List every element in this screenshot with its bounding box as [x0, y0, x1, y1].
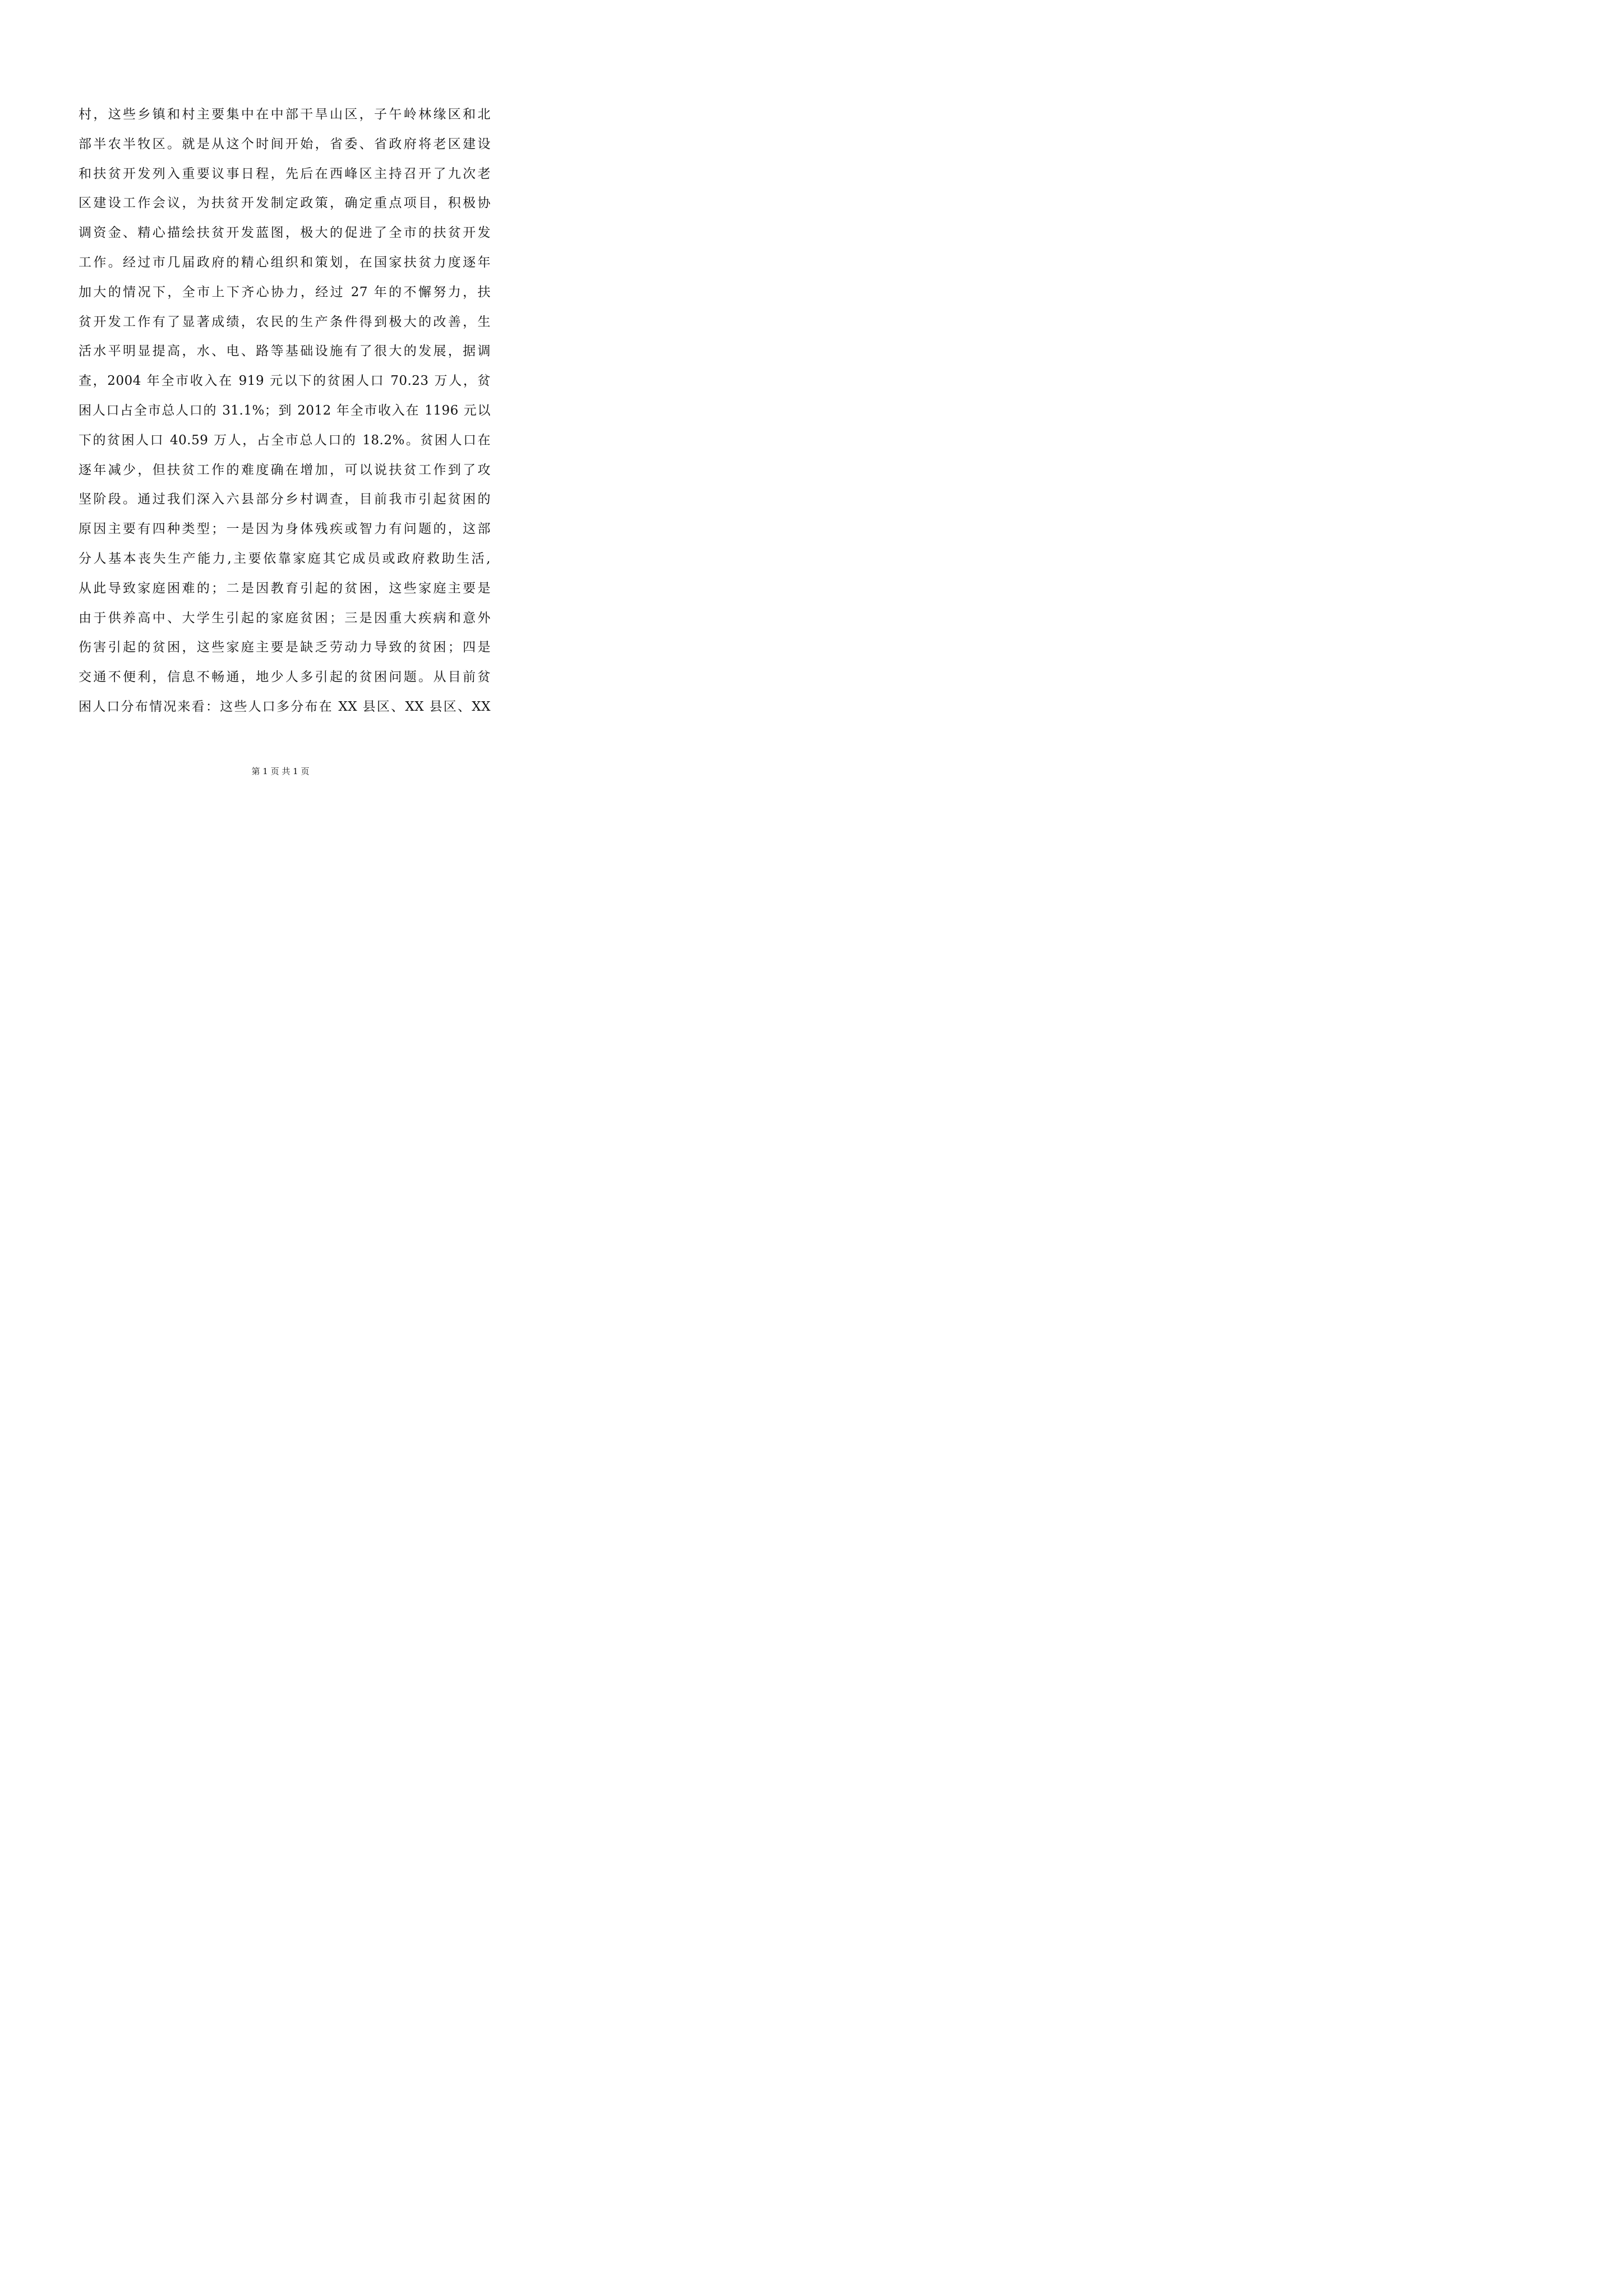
- text-line: 困人口占全市总人口的 31.1%；到 2012 年全市收入在 1196 元以: [79, 403, 491, 418]
- page-footer: [0, 766, 561, 777]
- text-line: 村，这些乡镇和村主要集中在中部干旱山区，子午岭林缘区和北: [79, 107, 491, 122]
- text-line: 伤害引起的贫困，这些家庭主要是缺乏劳动力导致的贫困；四是: [79, 640, 491, 655]
- text-line: 坚阶段。通过我们深入六县部分乡村调查，目前我市引起贫困的: [79, 492, 491, 507]
- text-line: 逐年减少，但扶贫工作的难度确在增加，可以说扶贫工作到了攻: [79, 462, 491, 477]
- text-line: 部半农半牧区。就是从这个时间开始，省委、省政府将老区建设: [79, 136, 491, 151]
- text-line: 和扶贫开发列入重要议事日程，先后在西峰区主持召开了九次老: [79, 166, 491, 181]
- text-line: 区建设工作会议，为扶贫开发制定政策，确定重点项目，积极协: [79, 196, 491, 211]
- text-line: 活水平明显提高，水、电、路等基础设施有了很大的发展，据调: [79, 344, 491, 359]
- text-line: 调资金、精心描绘扶贫开发蓝图，极大的促进了全市的扶贫开发: [79, 226, 491, 241]
- text-line: 贫开发工作有了显著成绩，农民的生产条件得到极大的改善，生: [79, 314, 491, 329]
- text-line: 交通不便利，信息不畅通，地少人多引起的贫困问题。从目前贫: [79, 670, 491, 685]
- text-line: 加大的情况下，全市上下齐心协力，经过 27 年的不懈努力，扶: [79, 284, 491, 300]
- document-page: [0, 0, 561, 793]
- page-number-label: 第 1 页 共 1 页: [251, 766, 310, 776]
- text-line: 查，2004 年全市收入在 919 元以下的贫困人口 70.23 万人，贫: [79, 374, 491, 389]
- text-line: 由于供养高中、大学生引起的家庭贫困；三是因重大疾病和意外: [79, 610, 491, 625]
- text-line: 分人基本丧失生产能力,主要依靠家庭其它成员或政府救助生活,: [79, 551, 491, 566]
- text-line: 下的贫困人口 40.59 万人，占全市总人口的 18.2%。贫困人口在: [79, 432, 491, 448]
- text-line: 困人口分布情况来看：这些人口多分布在 XX 县区、XX 县区、XX: [79, 699, 491, 714]
- text-line: 工作。经过市几届政府的精心组织和策划，在国家扶贫力度逐年: [79, 255, 491, 270]
- text-line: 原因主要有四种类型；一是因为身体残疾或智力有问题的，这部: [79, 522, 491, 537]
- text-line: 从此导致家庭困难的；二是因教育引起的贫困，这些家庭主要是: [79, 581, 491, 596]
- body-text: [79, 100, 491, 722]
